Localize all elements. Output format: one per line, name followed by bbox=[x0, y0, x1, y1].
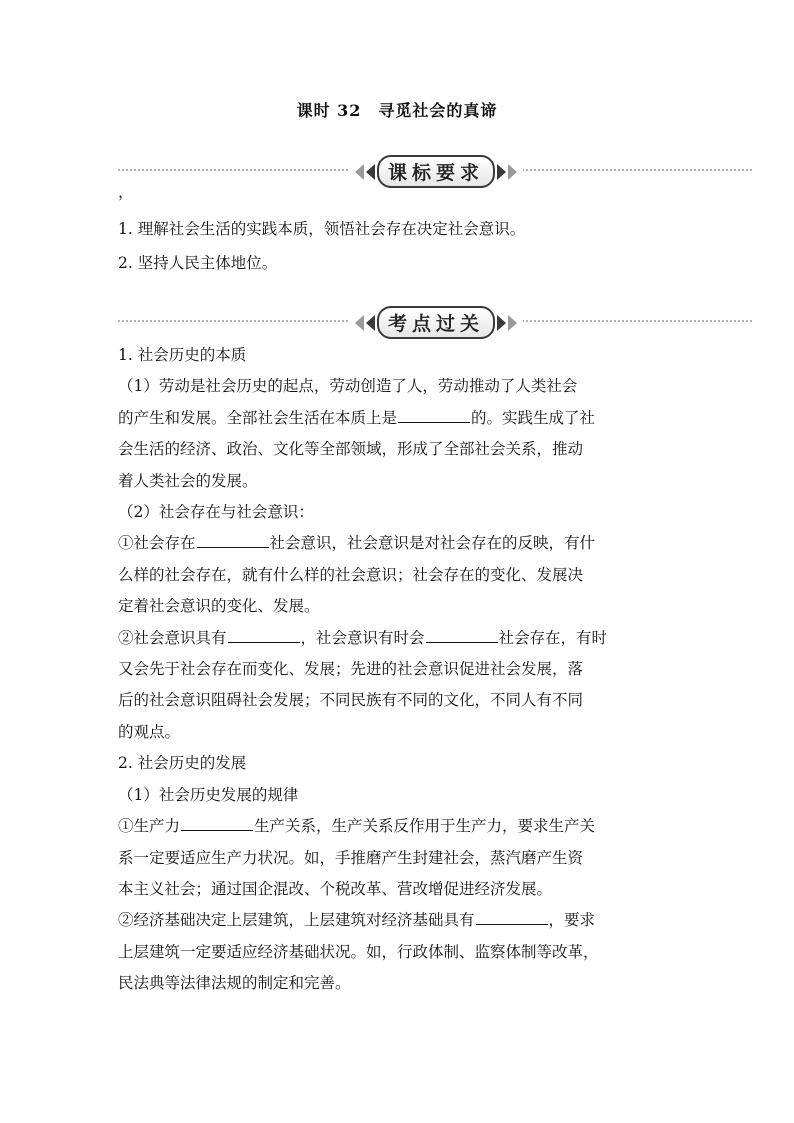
stray-mark: ， bbox=[118, 183, 134, 201]
right-arrow-icon bbox=[508, 315, 517, 331]
fill-blank bbox=[197, 546, 269, 548]
right-arrow-icon bbox=[497, 315, 506, 331]
paragraph-line: 又会先于社会存在而变化、发展；先进的社会意识促进社会发展，落 bbox=[118, 660, 584, 679]
paragraph-line bbox=[118, 811, 678, 842]
banner-label: 课标要求 bbox=[377, 155, 495, 188]
paragraph-line: 么样的社会存在，就有什么样的社会意识；社会存在的变化、发展决 bbox=[118, 565, 584, 584]
section-heading: 1. 社会历史的本质 bbox=[118, 346, 247, 364]
section-heading: 2. 社会历史的发展 bbox=[118, 754, 247, 773]
right-arrow-icon bbox=[497, 164, 506, 180]
section-banner-key-points bbox=[118, 305, 754, 339]
paragraph-line bbox=[118, 905, 678, 936]
text-fragment: ①生产力 bbox=[118, 817, 181, 836]
text-fragment: ②社会意识具有 bbox=[118, 628, 227, 647]
paragraph-line: 系一定要适应生产力状况。如，手推磨产生封建社会，蒸汽磨产生资 bbox=[118, 848, 584, 867]
text-fragment: 社会存在，有时 bbox=[498, 628, 608, 647]
fill-blank bbox=[181, 829, 253, 831]
text-fragment: 的产生和发展。全部社会生活在本质上是 bbox=[118, 408, 398, 427]
paragraph-line: （1）劳动是社会历史的起点，劳动创造了人，劳动推动了人类社会 bbox=[118, 377, 578, 396]
paragraph-line: 后的社会意识阻碍社会发展；不同民族有不同的文化，不同人有不同 bbox=[118, 691, 584, 710]
right-arrow-icon bbox=[508, 164, 517, 180]
banner-label: 考点过关 bbox=[377, 306, 495, 339]
requirements-list bbox=[118, 212, 678, 280]
paragraph-line: 民法典等法律法规的制定和完善。 bbox=[118, 974, 351, 993]
paragraph-line: 定着社会意识的变化、发展。 bbox=[118, 597, 320, 616]
paragraph-line bbox=[118, 403, 678, 434]
text-fragment: 的。实践生成了社 bbox=[471, 408, 596, 427]
paragraph-line bbox=[118, 528, 678, 559]
banner-badge bbox=[349, 306, 523, 339]
text-fragment: 生产关系，生产关系反作用于生产力，要求生产关 bbox=[254, 817, 596, 836]
paragraph-line: 着人类社会的发展。 bbox=[118, 471, 258, 490]
fill-blank bbox=[398, 421, 470, 423]
paragraph-line bbox=[118, 623, 678, 654]
left-arrow-icon bbox=[355, 164, 364, 180]
text-fragment: ，要求 bbox=[548, 911, 596, 930]
paragraph-line: 上层建筑一定要适应经济基础状况。如，行政体制、监察体制等改革， bbox=[118, 942, 599, 961]
left-arrow-icon bbox=[355, 315, 364, 331]
fill-blank bbox=[228, 641, 300, 643]
paragraph-heading: （1）社会历史发展的规律 bbox=[118, 785, 299, 804]
requirement-item: 1. 理解社会生活的实践本质，领悟社会存在决定社会意识。 bbox=[118, 220, 526, 238]
paragraph-line: 会生活的经济、政治、文化等全部领域，形成了全部社会关系，推动 bbox=[118, 440, 584, 459]
paragraph-heading: （2）社会存在与社会意识： bbox=[118, 503, 314, 522]
paragraph-line: 的观点。 bbox=[118, 722, 181, 741]
page-title: 课时 32 寻觅社会的真谛 bbox=[296, 101, 498, 120]
left-arrow-icon bbox=[366, 164, 375, 180]
requirement-item: 2. 坚持人民主体地位。 bbox=[118, 254, 278, 272]
text-fragment: ，社会意识有时会 bbox=[300, 628, 425, 647]
text-fragment: ②经济基础决定上层建筑，上层建筑对经济基础具有 bbox=[118, 911, 475, 930]
fill-blank bbox=[426, 641, 498, 643]
fill-blank bbox=[476, 923, 548, 925]
text-fragment: ①社会存在 bbox=[118, 534, 196, 553]
text-fragment: 社会意识，社会意识是对社会存在的反映，有什 bbox=[269, 534, 596, 553]
key-points-body bbox=[118, 340, 678, 1000]
left-arrow-icon bbox=[366, 315, 375, 331]
paragraph-line: 本主义社会；通过国企混改、个税改革、营改增促进经济发展。 bbox=[118, 879, 553, 898]
